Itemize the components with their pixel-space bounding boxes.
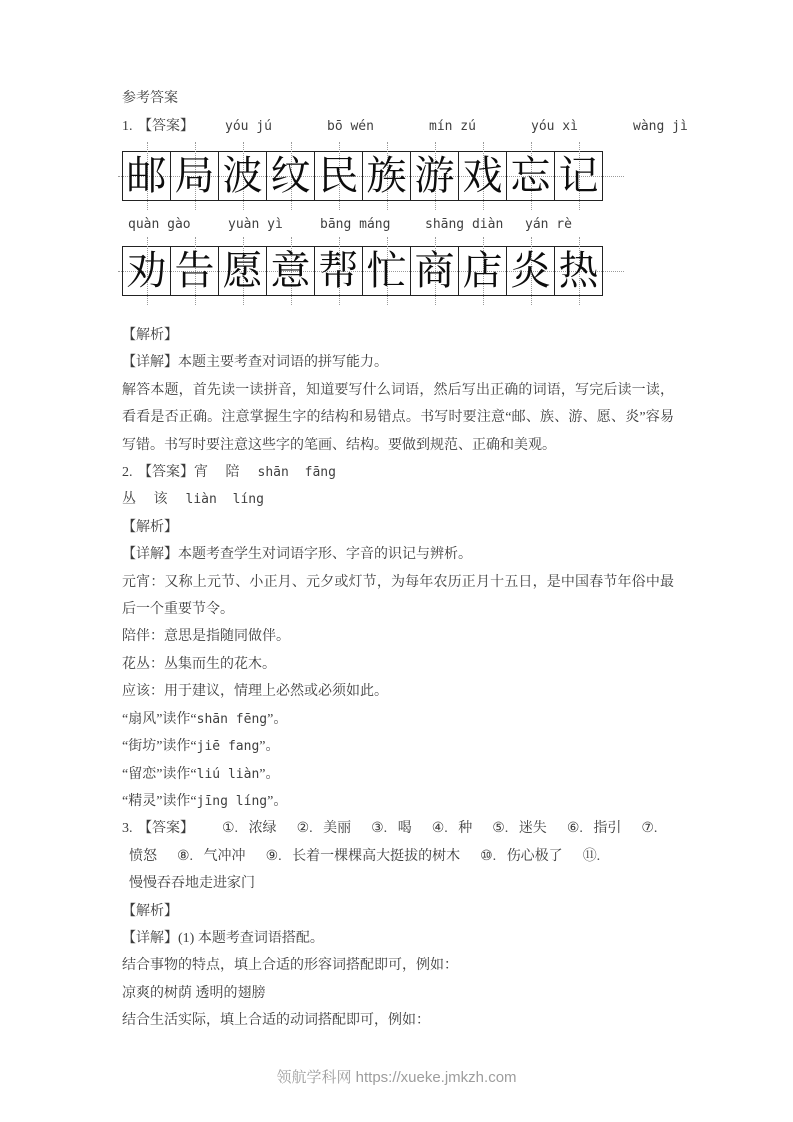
pinyin-reading: jiē fang — [196, 739, 260, 755]
q3-answer-item: ⑪. 慢慢吞吞地走进家门 — [129, 848, 601, 892]
q3-answer-item: ③. 喝 — [371, 821, 412, 837]
q3-detail-line: 结合生活实际，填上合适的动词搭配即可，例如： — [122, 1013, 430, 1029]
q2-answer-line-2 — [122, 486, 674, 513]
hanzi-grid-row-1 — [122, 151, 614, 201]
q2-reading: “精灵”读作“jīng líng”。 — [122, 793, 288, 809]
grid-cell: 戏 — [458, 151, 507, 201]
q3-answer-item: ⑧. 气冲冲 — [177, 848, 246, 864]
q2-analysis-label: 【解析】 — [122, 519, 178, 535]
q3-answer-item: ②. 美丽 — [296, 821, 352, 837]
grid-cell: 族 — [362, 151, 411, 201]
q3-detail-intro: 【详解】(1) 本题考查词语搭配。 — [122, 930, 324, 946]
grid-cell: 帮 — [314, 246, 363, 296]
q3-answer-item: ⑩. 伤心极了 — [480, 848, 563, 864]
q2-answer-hanzi: 丛 该 — [122, 492, 168, 508]
q1-answer-label: 【答案】 — [138, 119, 194, 134]
pinyin-label: quàn gào — [128, 217, 191, 232]
pinyin-reading: jīng líng — [196, 793, 268, 809]
grid-cell: 劝 — [122, 246, 171, 296]
q1-detail-body: 解答本题，首先读一读拼音，知道要写什么词语，然后写出正确的词语，写完后读一读，看看是否正确。注意掌握生字的结构和易错点。书写时要注意“邮、族、游、愿、炎”容易写错。书写时要注意这些字的笔画、结构。要做到规范、正确和美观。 — [122, 382, 674, 453]
watermark-footer: 领航学科网 https://xueke.jmkzh.com — [276, 1069, 517, 1086]
hanzi-grid-row-2 — [122, 246, 614, 296]
q2-reading: “街坊”读作“jiē fang”。 — [122, 739, 280, 755]
pinyin-label: bō wén — [327, 119, 374, 134]
q1-number: 1. — [122, 119, 133, 134]
q2-definition: 陪伴：意思是指随同做伴。 — [122, 629, 290, 645]
grid-cell: 记 — [554, 151, 603, 201]
pinyin-label: yóu jú — [225, 119, 272, 134]
grid-cell: 纹 — [266, 151, 315, 201]
q2-answer-line-1 — [122, 459, 674, 486]
q3-detail-example: 凉爽的树荫 透明的翅膀 — [122, 985, 266, 1001]
q3-detail-line: 结合事物的特点，填上合适的形容词搭配即可，例如： — [122, 958, 458, 974]
q2-detail-intro: 【详解】本题考查学生对词语字形、字音的识记与辨析。 — [122, 547, 472, 563]
q1-analysis-label: 【解析】 — [122, 328, 178, 343]
grid-cell: 意 — [266, 246, 315, 296]
pinyin-label: shāng diàn — [425, 217, 504, 232]
grid-cell: 忙 — [362, 246, 411, 296]
grid-cell: 热 — [554, 246, 603, 296]
q2-detail-label: 【详解】 — [122, 547, 178, 563]
q2-answer-pinyin: shān fāng — [257, 465, 336, 481]
q2-number: 2. — [122, 465, 133, 481]
pinyin-label: yán rè — [525, 217, 572, 232]
q3-answer-item: ⑤. 迷失 — [492, 821, 547, 837]
q3-analysis-label: 【解析】 — [122, 903, 178, 919]
document-content — [122, 90, 688, 1035]
pinyin-reading: liú liàn — [196, 766, 260, 782]
grid-cell: 忘 — [506, 151, 555, 201]
q2-definition: 花丛：丛集而生的花木。 — [122, 656, 276, 672]
grid-cell: 游 — [410, 151, 459, 201]
page-title: 参考答案 — [122, 91, 178, 106]
grid-cell: 邮 — [122, 151, 171, 201]
q2-answer-pinyin: liàn líng — [185, 492, 264, 508]
q3-answer-label: 【答案】 — [138, 821, 194, 837]
pinyin-label: mín zú — [429, 119, 476, 134]
pinyin-label: yuàn yì — [228, 217, 283, 232]
q1-detail-label: 【详解】 — [122, 355, 178, 371]
q2-reading: “留恋”读作“liú liàn”。 — [122, 766, 280, 782]
q3-number: 3. — [122, 821, 133, 837]
q3-detail-label: 【详解】 — [122, 930, 178, 946]
q2-definition: 元宵：又称上元节、小正月、元夕或灯节，为每年农历正月十五日，是中国春节年俗中最后一个重要节令。 — [122, 574, 674, 618]
grid-cell: 告 — [170, 246, 219, 296]
q1-answer-header — [122, 116, 688, 138]
q2-answer-hanzi: 宵 陪 — [194, 465, 240, 481]
grid-cell: 炎 — [506, 246, 555, 296]
q3-answer-item: ⑨. 长着一棵棵高大挺拔的树木 — [265, 848, 461, 864]
grid-cell: 波 — [218, 151, 267, 201]
grid-cell: 愿 — [218, 246, 267, 296]
q3-answer-item: ⑥. 指引 — [566, 821, 622, 837]
q3-answer-item: ①. 浓绿 — [222, 821, 277, 837]
q2-definition: 应该：用于建议，情理上必然或必须如此。 — [122, 684, 388, 700]
pinyin-label: bāng máng — [320, 217, 391, 232]
grid-cell: 局 — [170, 151, 219, 201]
pinyin-label: wàng jì — [633, 119, 688, 134]
q3-answer-line — [122, 815, 674, 897]
grid-cell: 商 — [410, 246, 459, 296]
q1-detail-intro: 【详解】本题主要考查对词语的拼写能力。 — [122, 355, 388, 371]
grid-cell: 民 — [314, 151, 363, 201]
grid-cell: 店 — [458, 246, 507, 296]
pinyin-reading: shān fēng — [196, 711, 268, 727]
q3-answer-item: ④. 种 — [431, 821, 473, 837]
pinyin-label: yóu xì — [531, 119, 578, 134]
q2-reading: “扇风”读作“shān fēng”。 — [122, 711, 288, 727]
q2-answer-label: 【答案】 — [138, 465, 194, 481]
pinyin-row-2 — [122, 217, 674, 233]
q3-answer-item: ⑦. 愤怒 — [129, 821, 658, 864]
